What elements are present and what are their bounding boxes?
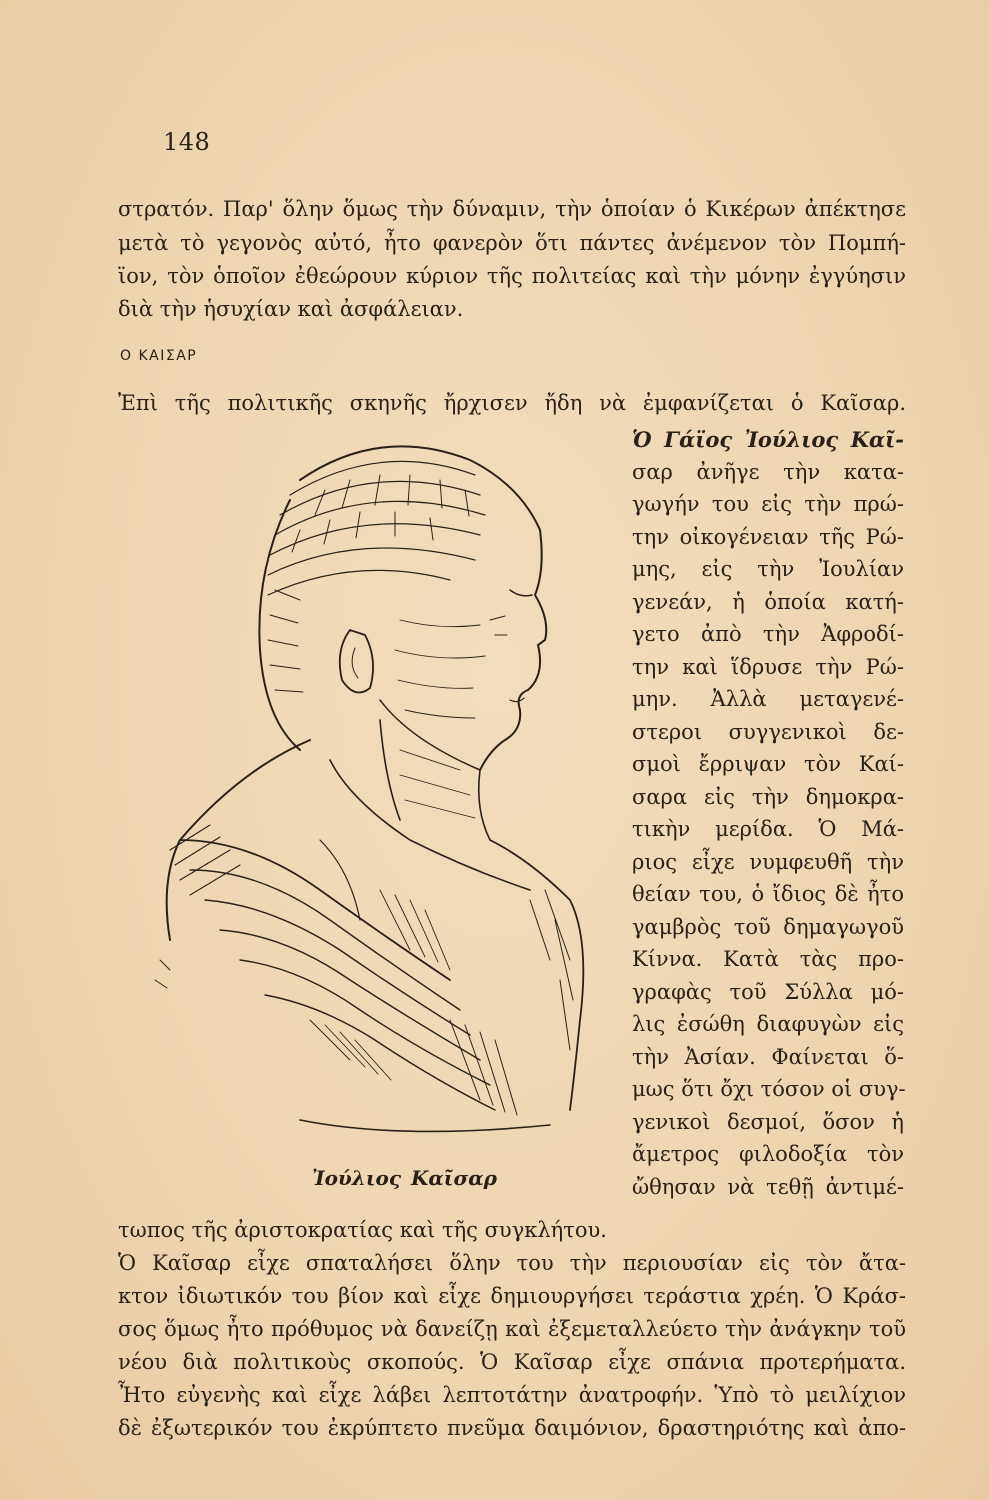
illustration-caption	[312, 1166, 507, 1190]
column-line: γαμβρὸς τοῦ δημαγωγοῦ	[632, 915, 904, 939]
closing-line: Ἦτο εὐγενὴς καὶ εἶχε λάβει λεπτοτάτην ἀνατροφήν. Ὑπὸ τὸ μειλίχιον	[118, 1383, 906, 1407]
caption-second-word: Καῖσαρ	[411, 1166, 497, 1190]
closing-line: νέου διὰ πολιτικοὺς σκοπούς. Ὁ Καῖσαρ εἶχε σπάνια προτερήματα.	[118, 1350, 906, 1374]
column-line: γετο ἀπὸ τὴν Ἀφροδί-	[632, 622, 904, 646]
closing-line: σος ὅμως ἦτο πρόθυμος νὰ δανείζῃ καὶ ἐξεμεταλλεύετο τὴν ἀνάγκην τοῦ	[118, 1317, 906, 1341]
column-line: ἄμετρος φιλοδοξία τὸν	[632, 1142, 904, 1166]
column-line: ὤθησαν νὰ τεθῇ ἀντιμέ-	[632, 1175, 904, 1199]
column-line: σαρα εἰς τὴν δημοκρα-	[632, 785, 904, 809]
column-line: σαρ ἀνῆγε τὴν κατα-	[632, 460, 904, 484]
column-line: την καὶ ἵδρυσε τὴν Ρώ-	[632, 655, 904, 679]
column-line: μης, εἰς τὴν Ἰουλίαν	[632, 557, 904, 581]
column-line: τὴν Ἀσίαν. Φαίνεται ὅ-	[632, 1045, 904, 1069]
closing-line: δὲ ἐξωτερικόν του ἐκρύπτετο πνεῦμα δαιμόνιον, δραστηριότης καὶ ἀπο-	[118, 1416, 906, 1440]
column-line: γραφὰς τοῦ Σύλλα μό-	[632, 980, 904, 1004]
column-line: γενικοὶ δεσμοί, ὅσον ἡ	[632, 1110, 904, 1134]
column-line: την οἰκογένειαν τῆς Ρώ-	[632, 525, 904, 549]
column-line: μην. Ἀλλὰ μεταγενέ-	[632, 687, 904, 711]
column-line: γωγήν του εἰς τὴν πρώ-	[632, 492, 904, 516]
intro-line: μετὰ τὸ γεγονὸς αὐτό, ἦτο φανερὸν ὅτι πάντες ἀνέμενον τὸν Πομπή-	[118, 231, 906, 255]
column-line: θείαν του, ὁ ἴδιος δὲ ἦτο	[632, 882, 904, 906]
closing-line: τωπος τῆς ἀριστοκρατίας καὶ τῆς συγκλήτου.	[118, 1218, 607, 1242]
column-line: σμοὶ ἔρριψαν τὸν Καί-	[632, 752, 904, 776]
column-line: στεροι συγγενικοὶ δε-	[632, 720, 904, 744]
column-line	[632, 429, 904, 451]
page-number: 148	[163, 128, 211, 156]
section-heading: Ο ΚΑΙΣΑΡ	[120, 348, 198, 364]
intro-line: στρατόν. Παρ' ὅλην ὅμως τὴν δύναμιν, τὴν ὁποίαν ὁ Κικέρων ἀπέκτησε	[118, 197, 906, 221]
caption-first-word: Ἰούλιος	[312, 1166, 402, 1190]
name-highlight: Ὁ Γάϊος Ἰούλιος Καῖ-	[632, 427, 904, 452]
intro-line: διὰ τὴν ἡσυχίαν καὶ ἀσφάλειαν.	[118, 297, 464, 321]
caesar-bust-engraving	[150, 420, 610, 1160]
column-line: γενεάν, ἡ ὁποία κατή-	[632, 590, 904, 614]
section-first-line: Ἐπὶ τῆς πολιτικῆς σκηνῆς ἤρχισεν ἤδη νὰ ἐμφανίζεται ὁ Καῖσαρ.	[118, 391, 906, 415]
column-line: μως ὅτι ὄχι τόσον οἱ συγ-	[632, 1077, 906, 1101]
closing-line: κτον ἰδιωτικόν του βίον καὶ εἶχε δημιουργήσει τεράστια χρέη. Ὁ Κράσ-	[118, 1284, 906, 1308]
column-line: ριος εἶχε νυμφευθῆ τὴν	[632, 850, 904, 874]
column-line: Κίννα. Κατὰ τὰς προ-	[632, 947, 904, 971]
intro-line: ϊον, τὸν ὁποῖον ἐθεώρουν κύριον τῆς πολιτείας καὶ τὴν μόνην ἐγγύησιν	[118, 264, 906, 288]
column-line: τικὴν μερίδα. Ὁ Μά-	[632, 817, 904, 841]
closing-line: Ὁ Καῖσαρ εἶχε σπαταλήσει ὅλην του τὴν περιουσίαν εἰς τὸν ἄτα-	[118, 1251, 906, 1275]
column-line: λις ἐσώθη διαφυγὼν εἰς	[632, 1012, 904, 1036]
